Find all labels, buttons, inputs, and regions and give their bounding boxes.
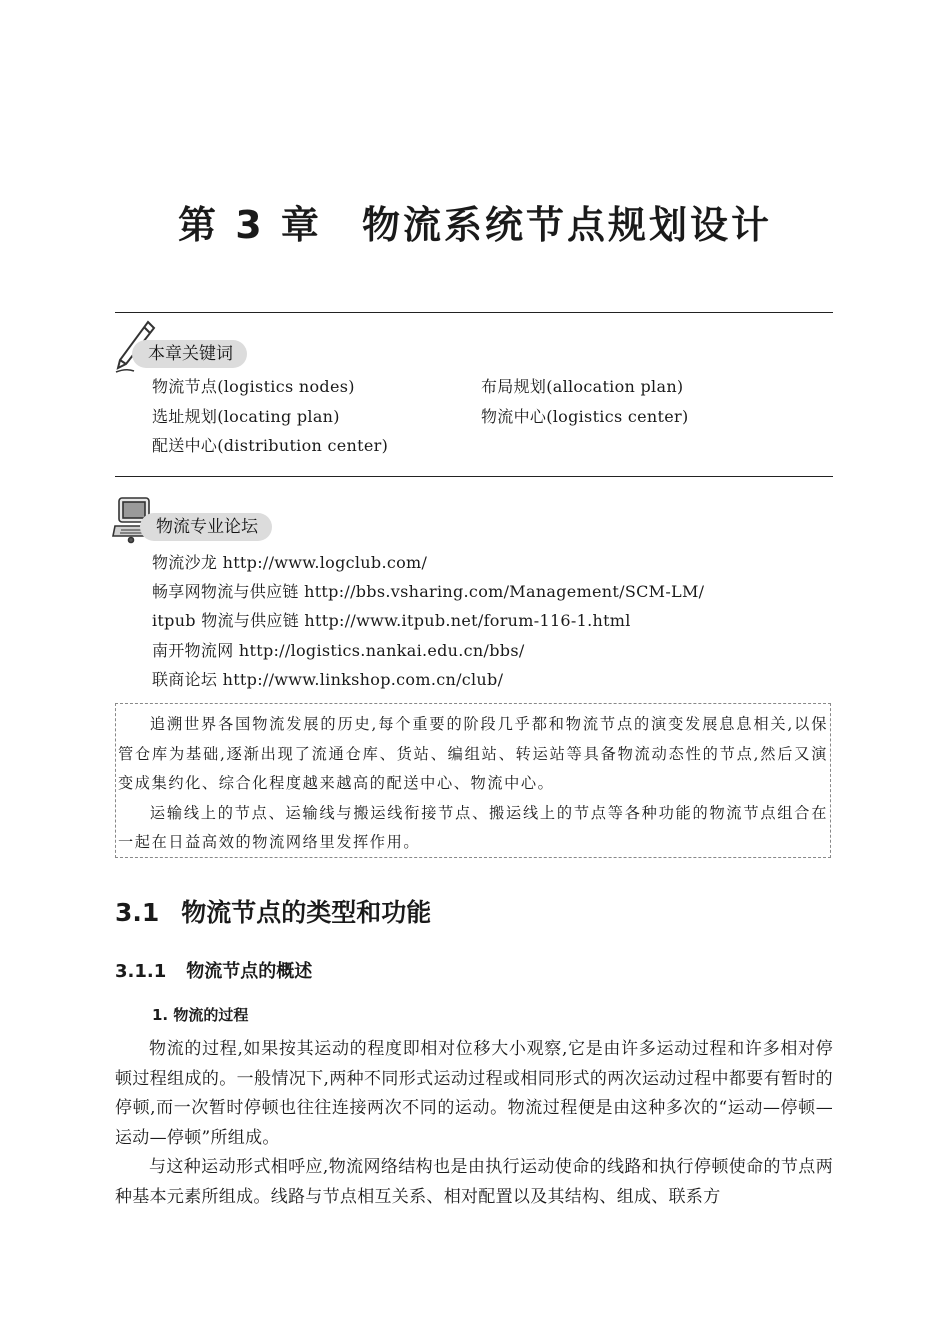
keyword-item: 物流节点(logistics nodes) [152, 377, 355, 396]
subsection-number: 3.1.1 [115, 961, 167, 982]
chapter-intro-box [115, 703, 831, 858]
intro-paragraph: 运输线上的节点、运输线与搬运线衔接节点、搬运线上的节点等各种功能的物流节点组合在一起在日益高效的物流网络里发挥作用。 [118, 803, 828, 851]
keyword-item: 选址规划(locating plan) [152, 407, 340, 426]
section-number: 3.1 [115, 898, 160, 927]
subsubsection-heading: 1. 物流的过程 [152, 1006, 249, 1024]
keyword-item: 布局规划(allocation plan) [481, 377, 684, 396]
section-heading [115, 893, 431, 933]
chapter-name: 物流系统节点规划设计 [361, 203, 772, 247]
body-text [115, 1035, 833, 1213]
body-paragraph: 与这种运动形式相呼应,物流网络结构也是由执行运动使命的线路和执行停顿使命的节点两种基本元素所组成。线路与节点相互关系、相对配置以及其结构、组成、联系方 [115, 1157, 833, 1207]
keyword-item: 物流中心(logistics center) [481, 407, 689, 426]
forum-badge: 物流专业论坛 [140, 513, 272, 541]
forum-link[interactable]: 南开物流网 http://logistics.nankai.edu.cn/bbs/ [152, 641, 525, 660]
top-divider [115, 312, 833, 313]
keyword-item: 配送中心(distribution center) [152, 436, 389, 455]
subsection-title: 物流节点的概述 [186, 961, 313, 982]
middle-divider [115, 476, 833, 477]
chapter-number: 第 3 章 [178, 203, 322, 247]
chapter-title [0, 200, 950, 250]
forum-link[interactable]: 物流沙龙 http://www.logclub.com/ [152, 553, 428, 572]
keywords-badge: 本章关键词 [132, 340, 247, 368]
body-paragraph: 物流的过程,如果按其运动的程度即相对位移大小观察,它是由许多运动过程和许多相对停顿过程组成的。一般情况下,两种不同形式运动过程或相同形式的两次运动过程中都要有暂时的停顿,而一次暂时停顿也往往连接两次不同的运动。物流过程便是由这种多次的“运动—停顿—运动—停顿”所组成。 [115, 1039, 833, 1148]
forum-link[interactable]: 畅享网物流与供应链 http://bbs.vsharing.com/Management/SCM-LM/ [152, 582, 705, 601]
forum-link[interactable]: 联商论坛 http://www.linkshop.com.cn/club/ [152, 670, 504, 689]
subsection-heading [115, 958, 312, 986]
intro-paragraph: 追溯世界各国物流发展的历史,每个重要的阶段几乎都和物流节点的演变发展息息相关,以保管仓库为基础,逐渐出现了流通仓库、货站、编组站、转运站等具备物流动态性的节点,然后又演变成集约化、综合化程度越来越高的配送中心、物流中心。 [118, 715, 828, 792]
section-title: 物流节点的类型和功能 [181, 898, 432, 927]
forum-link[interactable]: itpub 物流与供应链 http://www.itpub.net/forum-116-1.html [152, 611, 631, 630]
